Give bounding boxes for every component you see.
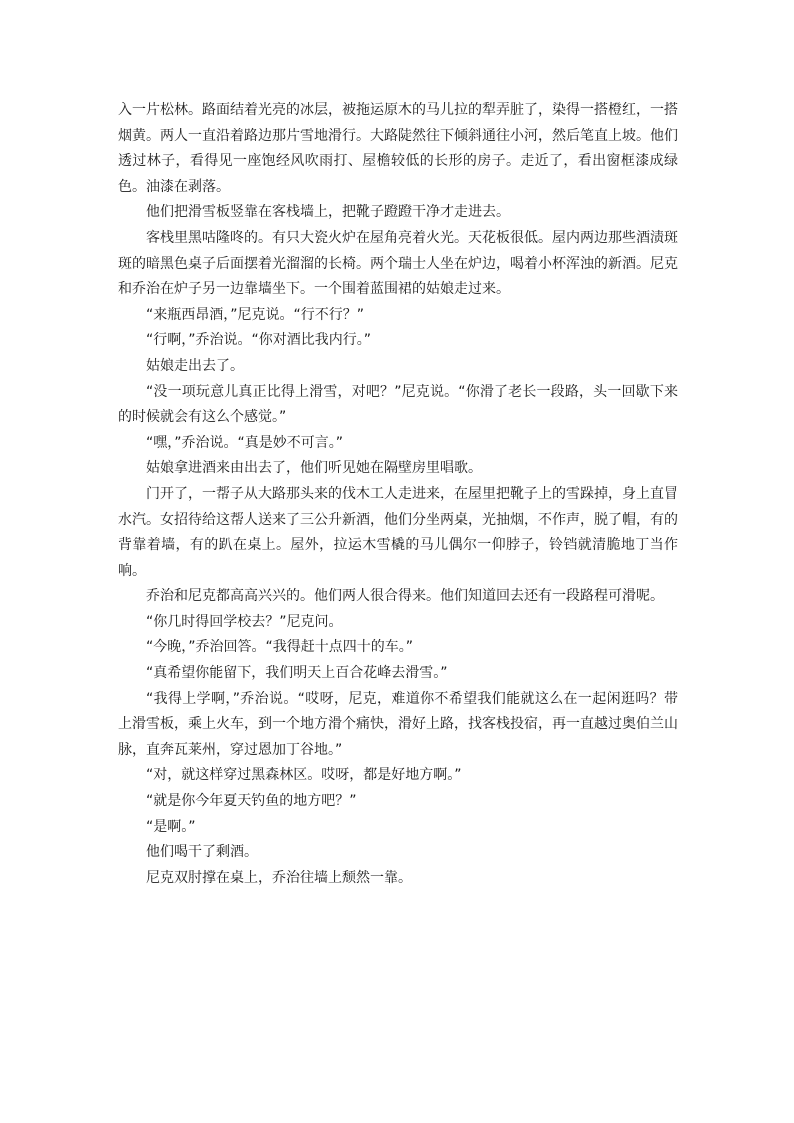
paragraph: “来瓶西昂酒，”尼克说。“行不行？”	[146, 306, 365, 323]
paragraph: “没一项玩意儿真正比得上滑雪，对吧？”尼克说。“你滑了老长一段路，头一回歇下来的时候就会有这么个感觉。”	[118, 383, 678, 426]
paragraph: “对，就这样穿过黑森林区。哎呀，都是好地方啊。”	[146, 767, 462, 784]
paragraph: 入一片松林。路面结着光亮的冰层，被拖运原木的马儿拉的犁弄脏了，染得一搭橙红，一搭烟黄。两人一直沿着路边那片雪地滑行。大路陡然往下倾斜通往小河，然后笔直上坡。他们透过林子，看得见一座饱经风吹雨打、屋檐较低的长形的房子。走近了，看出窗框漆成绿色。油漆在剥落。	[118, 102, 678, 195]
paragraph: 乔治和尼克都高高兴兴的。他们两人很合得来。他们知道回去还有一段路程可滑呢。	[146, 588, 664, 605]
paragraph: 门开了，一帮子从大路那头来的伐木工人走进来，在屋里把靴子上的雪跺掉，身上直冒水汽。女招待给这帮人送来了三公升新酒，他们分坐两桌，光抽烟，不作声，脱了帽，有的背靠着墙，有的趴在桌上。屋外，拉运木雪橇的马儿偶尔一仰脖子，铃铛就清脆地丁当作响。	[118, 485, 678, 579]
paragraph: “行啊，”乔治说。“你对酒比我内行。”	[146, 332, 372, 349]
paragraph: “嘿，”乔治说。“真是妙不可言。”	[146, 434, 344, 451]
paragraph: “就是你今年夏天钓鱼的地方吧？”	[146, 793, 357, 810]
paragraph: “是啊。”	[146, 818, 196, 835]
paragraph: 他们把滑雪板竖靠在客栈墙上，把靴子蹬蹬干净才走进去。	[146, 204, 510, 221]
paragraph: 客栈里黑咕隆咚的。有只大瓷火炉在屋角亮着火光。天花板很低。屋内两边那些酒渍斑斑的暗黑色桌子后面摆着光溜溜的长椅。两个瑞士人坐在炉边，喝着小杯浑浊的新酒。尼克和乔治在炉子另一边靠墙坐下。一个围着蓝围裙的姑娘走过来。	[118, 229, 678, 298]
paragraph: 姑娘拿进酒来由出去了，他们听见她在隔壁房里唱歌。	[146, 460, 482, 477]
paragraph: “真希望你能留下，我们明天上百合花峰去滑雪。”	[146, 665, 448, 682]
paragraph: “我得上学啊，”乔治说。“哎呀，尼克，难道你不希望我们能就这么在一起闲逛吗？带上滑雪板，乘上火车，到一个地方滑个痛快，滑好上路，找客栈投宿，再一直越过奥伯兰山脉，直奔瓦莱州，穿过恩加丁谷地。”	[118, 690, 678, 758]
body-text	[118, 98, 678, 891]
paragraph: 姑娘走出去了。	[146, 357, 244, 374]
paragraph: 尼克双肘撑在桌上，乔治往墙上颓然一靠。	[146, 869, 412, 886]
paragraph: 他们喝干了剩酒。	[146, 844, 258, 861]
paragraph: “今晚，”乔治回答。“我得赶十点四十的车。”	[146, 639, 414, 656]
paragraph: “你几时得回学校去？”尼克问。	[146, 613, 343, 630]
